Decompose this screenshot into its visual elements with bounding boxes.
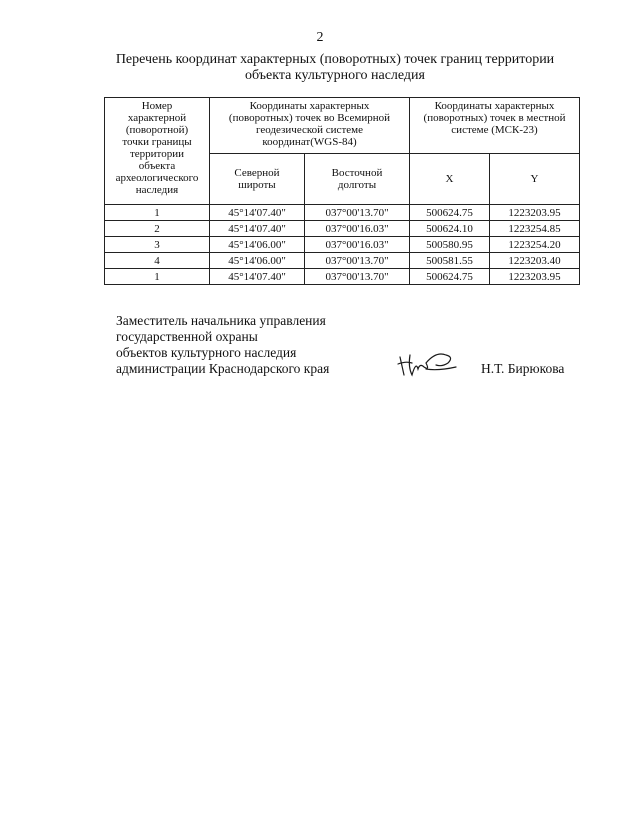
table-row [105, 237, 580, 253]
coord-y: 1223203.95 [490, 205, 580, 221]
latitude: 45°14'07.40" [210, 269, 305, 285]
coord-y: 1223254.20 [490, 237, 580, 253]
point-number: 2 [105, 221, 210, 237]
header-y: Y [490, 154, 580, 205]
point-number: 1 [105, 205, 210, 221]
signer-name: Н.Т. Бирюкова [481, 361, 565, 376]
document-title [90, 52, 580, 84]
header-x: X [410, 154, 490, 205]
coord-x: 500581.55 [410, 253, 490, 269]
coord-y: 1223254.85 [490, 221, 580, 237]
header-east-longitude: Восточной долготы [305, 154, 410, 205]
coord-y: 1223203.95 [490, 269, 580, 285]
coord-x: 500624.75 [410, 269, 490, 285]
header-wgs84: Координаты характерных (поворотных) точек во Всемирной геодезической системе координат(WGS-84) [210, 98, 410, 154]
latitude: 45°14'07.40" [210, 205, 305, 221]
longitude: 037°00'13.70" [305, 253, 410, 269]
table-row [105, 205, 580, 221]
longitude: 037°00'16.03" [305, 221, 410, 237]
coord-x: 500624.75 [410, 205, 490, 221]
signatory-position [116, 313, 376, 377]
position-line: администрации Краснодарского края [116, 361, 330, 376]
header-north-latitude: Северной широты [210, 154, 305, 205]
coord-x: 500624.10 [410, 221, 490, 237]
table-row [105, 221, 580, 237]
point-number: 4 [105, 253, 210, 269]
position-line: государственной охраны [116, 329, 258, 344]
table-row [105, 253, 580, 269]
longitude: 037°00'16.03" [305, 237, 410, 253]
longitude: 037°00'13.70" [305, 269, 410, 285]
header-point-number: Номер характерной (поворотной) точки границы территории объекта археологического наследия [105, 98, 210, 205]
coord-x: 500580.95 [410, 237, 490, 253]
handwritten-signature [396, 349, 460, 381]
latitude: 45°14'06.00" [210, 237, 305, 253]
table-row [105, 269, 580, 285]
coordinates-table [104, 97, 580, 285]
latitude: 45°14'06.00" [210, 253, 305, 269]
longitude: 037°00'13.70" [305, 205, 410, 221]
header-msk23: Координаты характерных (поворотных) точек в местной системе (МСК-23) [410, 98, 580, 154]
coord-y: 1223203.40 [490, 253, 580, 269]
point-number: 3 [105, 237, 210, 253]
position-line: Заместитель начальника управления [116, 313, 326, 328]
page-number: 2 [316, 30, 324, 45]
point-number: 1 [105, 269, 210, 285]
title-line: объекта культурного наследия [245, 68, 425, 83]
latitude: 45°14'07.40" [210, 221, 305, 237]
position-line: объектов культурного наследия [116, 345, 297, 360]
title-line: Перечень координат характерных (поворотных) точек границ территории [115, 52, 555, 67]
